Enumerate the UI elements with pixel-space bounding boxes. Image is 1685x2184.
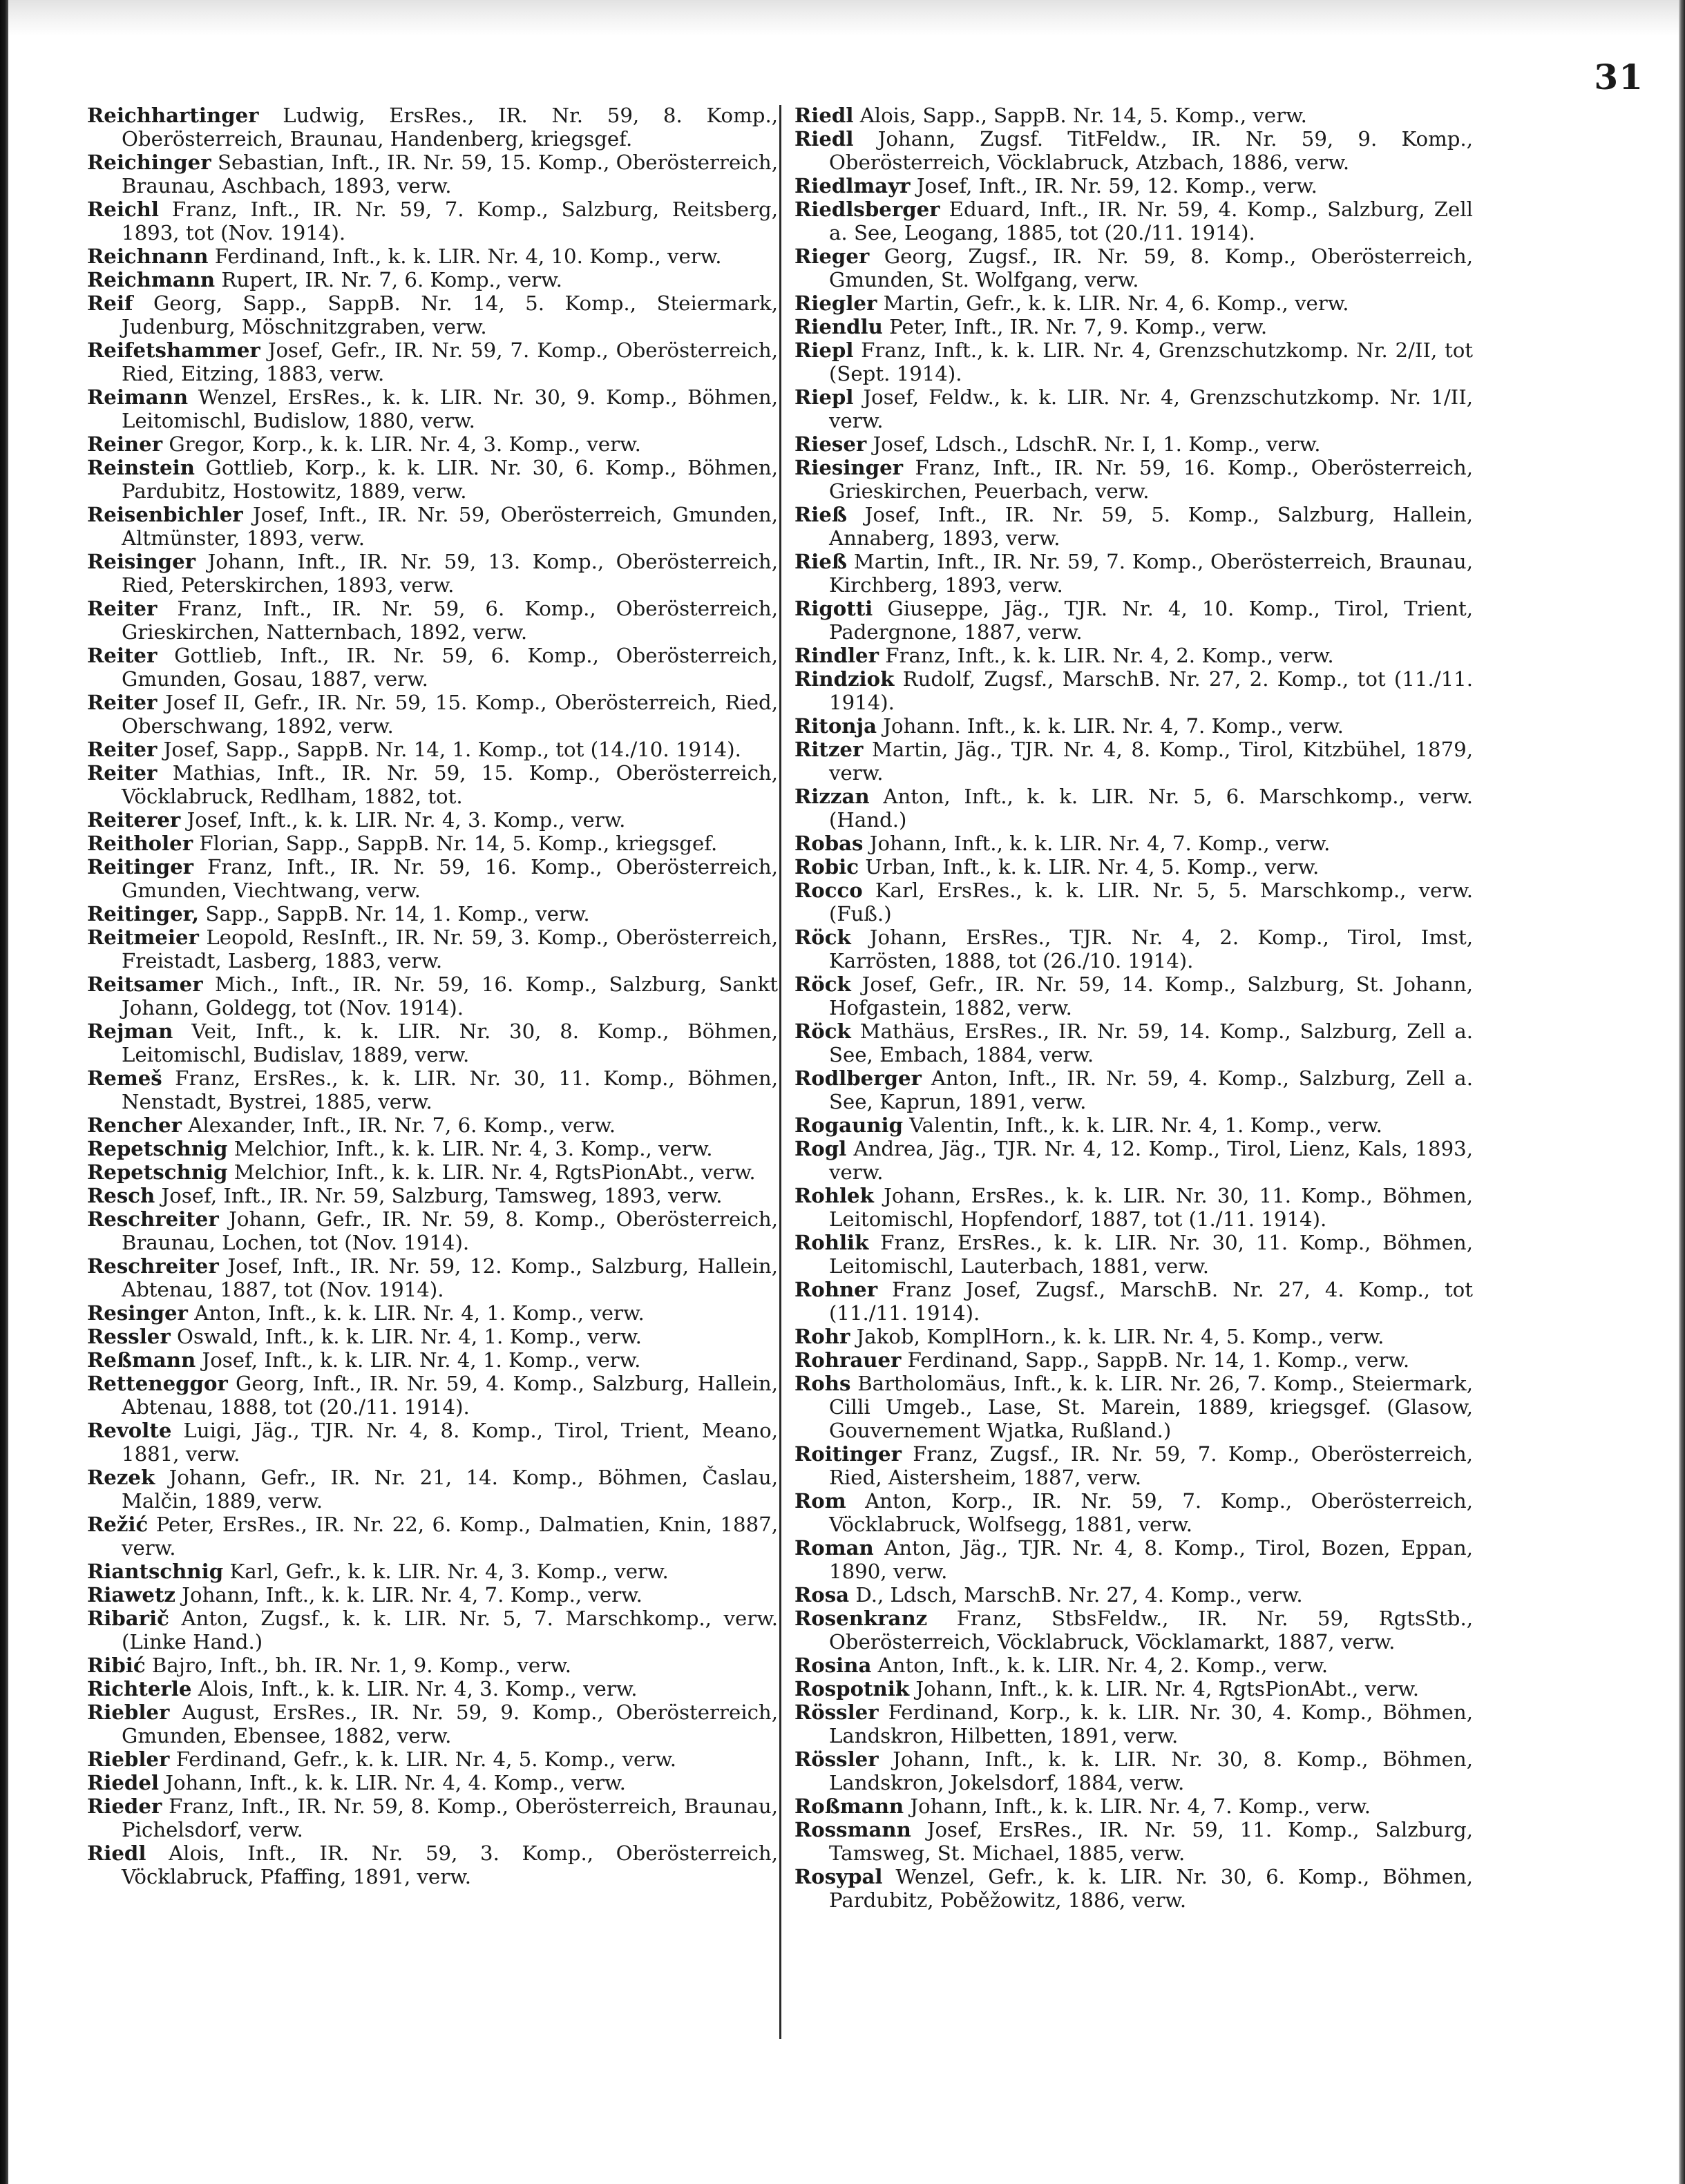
entry-surname: Reichinger [87, 151, 211, 174]
entry-surname: Rezek [87, 1466, 155, 1489]
entry-surname: Rohner [794, 1278, 878, 1301]
entry-surname: Röck [794, 926, 851, 949]
entry-surname: Robic [794, 855, 859, 879]
entry-details: Josef, Inft., k. k. LIR. Nr. 4, 1. Komp., verw. [196, 1348, 641, 1372]
entry-surname: Riebler [87, 1701, 170, 1724]
entry-details: Johann, Inft., k. k. LIR. Nr. 4, 7. Komp., verw. [904, 1794, 1371, 1818]
register-entry [794, 1677, 1473, 1701]
entry-details: Alois, Sapp., SappB. Nr. 14, 5. Komp., verw. [853, 104, 1307, 127]
register-entry [87, 1137, 778, 1160]
register-entry [87, 1325, 778, 1348]
register-entry [87, 456, 778, 503]
entry-details: Rudolf, Zugsf., MarschB. Nr. 27, 2. Komp., tot (11./11. 1914). [829, 667, 1473, 714]
entry-details: Anton, Inft., k. k. LIR. Nr. 5, 6. Marschkomp., verw. (Hand.) [829, 785, 1473, 832]
entry-details: Georg, Sapp., SappB. Nr. 14, 5. Komp., Steiermark, Judenburg, Möschnitzgraben, verw. [122, 291, 778, 338]
entry-surname: Reitinger [87, 855, 194, 879]
register-entry [87, 432, 778, 456]
entry-surname: Richterle [87, 1677, 192, 1701]
column-divider [779, 105, 781, 2039]
entry-surname: Reschreiter [87, 1254, 219, 1278]
entry-details: Anton, Korp., IR. Nr. 59, 7. Komp., Oberösterreich, Vöcklabruck, Wolfsegg, 1881, verw. [829, 1489, 1473, 1536]
register-entry [87, 1301, 778, 1325]
entry-details: Franz, StbsFeldw., IR. Nr. 59, RgtsStb., Oberösterreich, Vöcklabruck, Vöcklamarkt, 1887, verw. [829, 1607, 1473, 1654]
entry-details: Josef II, Gefr., IR. Nr. 59, 15. Komp., Oberösterreich, Ried, Oberschwang, 1892, verw. [122, 691, 778, 738]
entry-surname: Reisenbichler [87, 503, 243, 526]
entry-surname: Riedl [794, 104, 854, 127]
entry-details: Franz, Inft., IR. Nr. 59, 16. Komp., Oberösterreich, Gmunden, Viechtwang, verw. [122, 855, 778, 902]
entry-details: Martin, Gefr., k. k. LIR. Nr. 4, 6. Komp., verw. [877, 291, 1349, 315]
register-entry [794, 1184, 1473, 1231]
entry-surname: Riepl [794, 385, 854, 409]
entry-surname: Rossmann [794, 1818, 911, 1841]
entry-details: Anton, Zugsf., k. k. LIR. Nr. 5, 7. Marschkomp., verw. (Linke Hand.) [122, 1607, 778, 1654]
entry-surname: Ressler [87, 1325, 171, 1348]
entry-surname: Riedlsberger [794, 198, 940, 221]
entry-surname: Roman [794, 1536, 874, 1560]
entry-surname: Reiter [87, 761, 158, 785]
register-entry [794, 1583, 1473, 1607]
entry-details: Ferdinand, Korp., k. k. LIR. Nr. 30, 4. Komp., Böhmen, Landskron, Hilbetten, 1891, verw. [829, 1701, 1473, 1747]
register-entry [87, 385, 778, 432]
right-column [794, 104, 1473, 1912]
entry-details: Josef, Sapp., SappB. Nr. 14, 1. Komp., tot (14./10. 1914). [157, 738, 741, 761]
entry-details: Ludwig, ErsRes., IR. Nr. 59, 8. Komp., Oberösterreich, Braunau, Handenberg, kriegsgef. [122, 104, 778, 151]
entry-surname: Riegler [794, 291, 877, 315]
register-entry [794, 550, 1473, 597]
register-entry [794, 1066, 1473, 1113]
register-entry [794, 879, 1473, 926]
register-entry [794, 738, 1473, 785]
entry-details: Gregor, Korp., k. k. LIR. Nr. 4, 3. Komp., verw. [162, 432, 641, 456]
entry-details: Johann, Inft., k. k. LIR. Nr. 4, 7. Komp., verw. [863, 832, 1331, 855]
register-entry [87, 1841, 778, 1888]
entry-surname: Ribić [87, 1654, 146, 1677]
entry-details: Mathias, Inft., IR. Nr. 59, 15. Komp., Oberösterreich, Vöcklabruck, Redlham, 1882, tot. [122, 761, 778, 808]
register-entry [794, 1348, 1473, 1372]
entry-details: Andrea, Jäg., TJR. Nr. 4, 12. Komp., Tirol, Lienz, Kals, 1893, verw. [829, 1137, 1473, 1184]
register-entry [794, 1865, 1473, 1912]
entry-details: Gottlieb, Inft., IR. Nr. 59, 6. Komp., Oberösterreich, Gmunden, Gosau, 1887, verw. [122, 644, 778, 691]
register-entry [87, 691, 778, 738]
register-entry [794, 104, 1473, 127]
entry-details: Johann, Inft., k. k. LIR. Nr. 4, RgtsPionAbt., verw. [909, 1677, 1420, 1701]
entry-surname: Repetschnig [87, 1137, 228, 1160]
register-entry [87, 761, 778, 808]
register-entry [87, 1607, 778, 1654]
entry-details: Ferdinand, Sapp., SappB. Nr. 14, 1. Komp., verw. [901, 1348, 1410, 1372]
register-entry [794, 832, 1473, 855]
entry-surname: Rieder [87, 1794, 162, 1818]
register-entry [87, 151, 778, 198]
register-entry [87, 1207, 778, 1254]
register-entry [87, 738, 778, 761]
scan-left-border [0, 0, 8, 2184]
entry-details: Josef, Inft., IR. Nr. 59, 12. Komp., verw. [910, 174, 1317, 198]
entry-details: Johann, Gefr., IR. Nr. 59, 8. Komp., Oberösterreich, Braunau, Lochen, tot (Nov. 1914). [122, 1207, 778, 1254]
entry-surname: Riedlmayr [794, 174, 911, 198]
entry-details: Johann. Inft., k. k. LIR. Nr. 4, 7. Komp., verw. [877, 714, 1344, 738]
register-entry [794, 127, 1473, 174]
entry-details: Franz, ErsRes., k. k. LIR. Nr. 30, 11. Komp., Böhmen, Leitomischl, Lauterbach, 1881, verw. [829, 1231, 1473, 1278]
entry-surname: Rodlberger [794, 1066, 922, 1090]
entry-details: Anton, Inft., IR. Nr. 59, 4. Komp., Salzburg, Zell a. See, Kaprun, 1891, verw. [829, 1066, 1473, 1113]
entry-surname: Röck [794, 1019, 851, 1043]
register-entry [87, 338, 778, 385]
entry-surname: Rindler [794, 644, 879, 667]
entry-surname: Riedl [87, 1841, 146, 1865]
register-entry [87, 1794, 778, 1841]
entry-surname: Reiner [87, 432, 163, 456]
entry-details: Melchior, Inft., k. k. LIR. Nr. 4, 3. Komp., verw. [227, 1137, 713, 1160]
entry-surname: Rohlek [794, 1184, 874, 1207]
entry-surname: Röck [794, 973, 851, 996]
entry-surname: Riesinger [794, 456, 904, 479]
entry-details: Valentin, Inft., k. k. LIR. Nr. 4, 1. Komp., verw. [902, 1113, 1382, 1137]
entry-details: Franz, Inft., IR. Nr. 59, 16. Komp., Oberösterreich, Grieskirchen, Peuerbach, verw. [829, 456, 1473, 503]
entry-details: Franz, Zugsf., IR. Nr. 59, 7. Komp., Oberösterreich, Ried, Aistersheim, 1887, verw. [829, 1442, 1473, 1489]
entry-surname: Reitinger, [87, 902, 200, 926]
entry-details: Johann, Inft., k. k. LIR. Nr. 30, 8. Komp., Böhmen, Landskron, Jokelsdorf, 1884, verw. [829, 1747, 1473, 1794]
entry-details: Ferdinand, Inft., k. k. LIR. Nr. 4, 10. Komp., verw. [208, 245, 722, 268]
entry-surname: Reichmann [87, 268, 216, 291]
register-entry [87, 926, 778, 973]
register-entry [87, 1677, 778, 1701]
entry-surname: Rigotti [794, 597, 873, 620]
register-entry [87, 1701, 778, 1747]
entry-surname: Repetschnig [87, 1160, 228, 1184]
entry-details: Josef, Gefr., IR. Nr. 59, 14. Komp., Salzburg, St. Johann, Hofgastein, 1882, verw. [829, 973, 1473, 1019]
entry-details: Johann, Inft., IR. Nr. 59, 13. Komp., Oberösterreich, Ried, Peterskirchen, 1893, verw. [122, 550, 778, 597]
entry-details: Franz, Inft., IR. Nr. 59, 8. Komp., Oberösterreich, Braunau, Pichelsdorf, verw. [122, 1794, 778, 1841]
register-entry [794, 785, 1473, 832]
register-entry [87, 973, 778, 1019]
register-entry [794, 1113, 1473, 1137]
entry-surname: Rohr [794, 1325, 850, 1348]
entry-surname: Reßmann [87, 1348, 196, 1372]
entry-details: Jakob, KomplHorn., k. k. LIR. Nr. 4, 5. Komp., verw. [850, 1325, 1384, 1348]
entry-surname: Riendlu [794, 315, 883, 338]
entry-details: Anton, Jäg., TJR. Nr. 4, 8. Komp., Tirol, Bozen, Eppan, 1890, verw. [829, 1536, 1473, 1583]
entry-details: Mathäus, ErsRes., IR. Nr. 59, 14. Komp., Salzburg, Zell a. See, Embach, 1884, verw. [829, 1019, 1473, 1066]
entry-surname: Rosina [794, 1654, 872, 1677]
entry-surname: Rössler [794, 1701, 879, 1724]
register-entry [87, 902, 778, 926]
entry-details: Peter, Inft., IR. Nr. 7, 9. Komp., verw. [882, 315, 1268, 338]
register-entry [794, 1019, 1473, 1066]
register-entry [794, 1701, 1473, 1747]
entry-details: Josef, Inft., IR. Nr. 59, 5. Komp., Salzburg, Hallein, Annaberg, 1893, verw. [829, 503, 1473, 550]
register-entry [794, 667, 1473, 714]
entry-surname: Rieß [794, 503, 848, 526]
register-entry [794, 1231, 1473, 1278]
register-entry [87, 198, 778, 245]
entry-details: Giuseppe, Jäg., TJR. Nr. 4, 10. Komp., Tirol, Trient, Padergnone, 1887, verw. [829, 597, 1473, 644]
register-entry [87, 1583, 778, 1607]
entry-surname: Riedl [794, 127, 854, 151]
register-entry [87, 1419, 778, 1466]
entry-surname: Remeš [87, 1066, 162, 1090]
entry-details: Bartholomäus, Inft., k. k. LIR. Nr. 26, 7. Komp., Steiermark, Cilli Umgeb., Lase, St. Marein, 1889, kriegsgef. (Glasow, Gouvernement Wjatka, Rußland.) [829, 1372, 1473, 1442]
entry-details: Rupert, IR. Nr. 7, 6. Komp., verw. [215, 268, 562, 291]
entry-details: Gottlieb, Korp., k. k. LIR. Nr. 30, 6. Komp., Böhmen, Pardubitz, Hostowitz, 1889, verw. [122, 456, 778, 503]
entry-details: Alexander, Inft., IR. Nr. 7, 6. Komp., verw. [182, 1113, 616, 1137]
entry-surname: Rejman [87, 1019, 173, 1043]
scan-right-border [1679, 0, 1685, 2184]
register-entry [794, 1489, 1473, 1536]
entry-details: Josef, ErsRes., IR. Nr. 59, 11. Komp., Salzburg, Tamsweg, St. Michael, 1885, verw. [829, 1818, 1473, 1865]
entry-surname: Reichhartinger [87, 104, 259, 127]
entry-surname: Retteneggor [87, 1372, 228, 1395]
register-entry [794, 1607, 1473, 1654]
entry-details: Josef, Inft., k. k. LIR. Nr. 4, 3. Komp., verw. [180, 808, 626, 832]
register-entry [794, 973, 1473, 1019]
entry-surname: Rosypal [794, 1865, 883, 1888]
entry-surname: Reiter [87, 644, 158, 667]
entry-surname: Roßmann [794, 1794, 904, 1818]
entry-details: Anton, Inft., k. k. LIR. Nr. 4, 2. Komp., verw. [871, 1654, 1329, 1677]
entry-surname: Rindziok [794, 667, 895, 691]
register-entry [87, 1560, 778, 1583]
register-entry [794, 1747, 1473, 1794]
register-entry [87, 550, 778, 597]
entry-details: Johann, Zugsf. TitFeldw., IR. Nr. 59, 9. Komp., Oberösterreich, Vöcklabruck, Atzbach, 1886, verw. [829, 127, 1473, 174]
entry-surname: Rencher [87, 1113, 182, 1137]
entry-surname: Reitholer [87, 832, 193, 855]
register-entry [87, 855, 778, 902]
entry-details: Anton, Inft., k. k. LIR. Nr. 4, 1. Komp., verw. [187, 1301, 645, 1325]
register-entry [87, 1254, 778, 1301]
register-entry [87, 644, 778, 691]
entry-surname: Reitsamer [87, 973, 203, 996]
register-entry [794, 1372, 1473, 1442]
entry-details: Martin, Inft., IR. Nr. 59, 7. Komp., Oberösterreich, Braunau, Kirchberg, 1893, verw. [829, 550, 1473, 597]
entry-details: Wenzel, Gefr., k. k. LIR. Nr. 30, 6. Komp., Böhmen, Pardubitz, Poběžowitz, 1886, verw. [829, 1865, 1473, 1912]
entry-details: Veit, Inft., k. k. LIR. Nr. 30, 8. Komp., Böhmen, Leitomischl, Budislav, 1889, verw. [122, 1019, 778, 1066]
register-entry [794, 198, 1473, 245]
register-entry [794, 1278, 1473, 1325]
register-entry [87, 832, 778, 855]
entry-details: Franz, Inft., k. k. LIR. Nr. 4, Grenzschutzkomp. Nr. 2/II, tot (Sept. 1914). [829, 338, 1473, 385]
register-entry [87, 1466, 778, 1513]
entry-surname: Reisinger [87, 550, 196, 573]
register-entry [87, 104, 778, 151]
entry-details: Sapp., SappB. Nr. 14, 1. Komp., verw. [199, 902, 590, 926]
register-entry [794, 315, 1473, 338]
entry-surname: Rössler [794, 1747, 879, 1771]
entry-surname: Rosa [794, 1583, 850, 1607]
entry-surname: Reimann [87, 385, 189, 409]
entry-details: Josef, Ldsch., LdschR. Nr. I, 1. Komp., verw. [866, 432, 1321, 456]
entry-details: Urban, Inft., k. k. LIR. Nr. 4, 5. Komp., verw. [859, 855, 1320, 879]
register-entry [794, 291, 1473, 315]
entry-surname: Reschreiter [87, 1207, 219, 1231]
entry-details: Ferdinand, Gefr., k. k. LIR. Nr. 4, 5. Komp., verw. [169, 1747, 677, 1771]
entry-details: Josef, Inft., IR. Nr. 59, Salzburg, Tamsweg, 1893, verw. [155, 1184, 723, 1207]
register-entry [794, 1137, 1473, 1184]
entry-surname: Reiter [87, 691, 158, 714]
register-entry [87, 503, 778, 550]
register-entry [794, 1325, 1473, 1348]
entry-surname: Reitmeier [87, 926, 199, 949]
register-entry [87, 1513, 778, 1560]
page-number: 31 [1594, 57, 1644, 97]
register-entry [794, 926, 1473, 973]
entry-details: Oswald, Inft., k. k. LIR. Nr. 4, 1. Komp., verw. [170, 1325, 642, 1348]
register-entry [87, 1019, 778, 1066]
entry-details: D., Ldsch, MarschB. Nr. 27, 4. Komp., verw. [849, 1583, 1303, 1607]
register-entry [87, 1348, 778, 1372]
entry-surname: Ritzer [794, 738, 864, 761]
entry-surname: Reichl [87, 198, 159, 221]
entry-surname: Riedel [87, 1771, 159, 1794]
entry-surname: Reiterer [87, 808, 181, 832]
entry-surname: Rieger [794, 245, 870, 268]
entry-surname: Rocco [794, 879, 863, 902]
entry-surname: Reif [87, 291, 133, 315]
register-entry [794, 432, 1473, 456]
entry-details: Florian, Sapp., SappB. Nr. 14, 5. Komp., kriegsgef. [193, 832, 718, 855]
register-entry [794, 1536, 1473, 1583]
entry-details: Melchior, Inft., k. k. LIR. Nr. 4, RgtsPionAbt., verw. [227, 1160, 756, 1184]
entry-details: Sebastian, Inft., IR. Nr. 59, 15. Komp., Oberösterreich, Braunau, Aschbach, 1893, verw. [122, 151, 778, 198]
scan-top-shadow [0, 0, 1685, 36]
entry-surname: Rieser [794, 432, 867, 456]
register-entry [87, 1066, 778, 1113]
register-entry [794, 245, 1473, 291]
entry-details: Franz, Inft., IR. Nr. 59, 6. Komp., Oberösterreich, Grieskirchen, Natternbach, 1892, verw. [122, 597, 778, 644]
entry-details: Johann, ErsRes., k. k. LIR. Nr. 30, 11. Komp., Böhmen, Leitomischl, Hopfendorf, 1887, tot (1./11. 1914). [829, 1184, 1473, 1231]
register-entry [794, 714, 1473, 738]
entry-details: Josef, Inft., IR. Nr. 59, 12. Komp., Salzburg, Hallein, Abtenau, 1887, tot (Nov. 1914). [122, 1254, 778, 1301]
register-entry [794, 1794, 1473, 1818]
register-entry [794, 1442, 1473, 1489]
entry-details: Franz, Inft., IR. Nr. 59, 7. Komp., Salzburg, Reitsberg, 1893, tot (Nov. 1914). [122, 198, 778, 245]
entry-surname: Rogaunig [794, 1113, 903, 1137]
register-entry [794, 385, 1473, 432]
entry-details: Josef, Gefr., IR. Nr. 59, 7. Komp., Oberösterreich, Ried, Eitzing, 1883, verw. [122, 338, 778, 385]
register-entry [87, 1747, 778, 1771]
register-entry [794, 456, 1473, 503]
entry-surname: Rosenkranz [794, 1607, 928, 1630]
register-entry [794, 503, 1473, 550]
entry-details: Georg, Inft., IR. Nr. 59, 4. Komp., Salzburg, Hallein, Abtenau, 1888, tot (20./11. 1914). [122, 1372, 778, 1419]
entry-details: Georg, Zugsf., IR. Nr. 59, 8. Komp., Oberösterreich, Gmunden, St. Wolfgang, verw. [829, 245, 1473, 291]
entry-surname: Ribarič [87, 1607, 169, 1630]
entry-surname: Ritonja [794, 714, 877, 738]
register-entry [87, 268, 778, 291]
entry-surname: Rogl [794, 1137, 847, 1160]
entry-surname: Reiter [87, 738, 158, 761]
left-column [87, 104, 778, 1888]
entry-surname: Rohlik [794, 1231, 869, 1254]
register-entry [87, 291, 778, 338]
entry-details: Alois, Inft., k. k. LIR. Nr. 4, 3. Komp., verw. [191, 1677, 638, 1701]
register-entry [87, 808, 778, 832]
entry-details: Karl, ErsRes., k. k. LIR. Nr. 5, 5. Marschkomp., verw. (Fuß.) [829, 879, 1473, 926]
entry-details: Peter, ErsRes., IR. Nr. 22, 6. Komp., Dalmatien, Knin, 1887, verw. [122, 1513, 778, 1560]
entry-surname: Resch [87, 1184, 155, 1207]
entry-surname: Revolte [87, 1419, 172, 1442]
entry-details: Wenzel, ErsRes., k. k. LIR. Nr. 30, 9. Komp., Böhmen, Leitomischl, Budislow, 1880, verw. [122, 385, 778, 432]
entry-surname: Rieß [794, 550, 848, 573]
entry-details: Josef, Inft., IR. Nr. 59, Oberösterreich, Gmunden, Altmünster, 1893, verw. [122, 503, 778, 550]
entry-surname: Rohrauer [794, 1348, 902, 1372]
entry-details: Franz, ErsRes., k. k. LIR. Nr. 30, 11. Komp., Böhmen, Nenstadt, Bystrei, 1885, verw. [122, 1066, 778, 1113]
register-entry [794, 644, 1473, 667]
entry-surname: Roitinger [794, 1442, 902, 1466]
entry-details: Franz Josef, Zugsf., MarschB. Nr. 27, 4. Komp., tot (11./11. 1914). [829, 1278, 1473, 1325]
entry-surname: Reichnann [87, 245, 209, 268]
entry-surname: Rom [794, 1489, 846, 1513]
entry-details: Luigi, Jäg., TJR. Nr. 4, 8. Komp., Tirol, Trient, Meano, 1881, verw. [122, 1419, 778, 1466]
entry-surname: Režić [87, 1513, 149, 1536]
entry-details: Martin, Jäg., TJR. Nr. 4, 8. Komp., Tirol, Kitzbühel, 1879, verw. [829, 738, 1473, 785]
entry-details: Leopold, ResInft., IR. Nr. 59, 3. Komp., Oberösterreich, Freistadt, Lasberg, 1883, verw. [122, 926, 778, 973]
register-entry [87, 245, 778, 268]
entry-surname: Robas [794, 832, 864, 855]
entry-surname: Riepl [794, 338, 854, 362]
entry-details: Franz, Inft., k. k. LIR. Nr. 4, 2. Komp., verw. [879, 644, 1334, 667]
entry-surname: Reinstein [87, 456, 195, 479]
entry-details: Johann, Inft., k. k. LIR. Nr. 4, 7. Komp., verw. [175, 1583, 642, 1607]
register-entry [794, 1654, 1473, 1677]
entry-details: Karl, Gefr., k. k. LIR. Nr. 4, 3. Komp., verw. [223, 1560, 669, 1583]
entry-surname: Riantschnig [87, 1560, 224, 1583]
entry-details: Alois, Inft., IR. Nr. 59, 3. Komp., Oberösterreich, Vöcklabruck, Pfaffing, 1891, verw. [122, 1841, 778, 1888]
entry-details: Johann, Inft., k. k. LIR. Nr. 4, 4. Komp., verw. [158, 1771, 626, 1794]
entry-details: Mich., Inft., IR. Nr. 59, 16. Komp., Salzburg, Sankt Johann, Goldegg, tot (Nov. 1914). [122, 973, 778, 1019]
entry-details: August, ErsRes., IR. Nr. 59, 9. Komp., Oberösterreich, Gmunden, Ebensee, 1882, verw. [122, 1701, 778, 1747]
entry-surname: Rizzan [794, 785, 870, 808]
entry-surname: Reifetshammer [87, 338, 260, 362]
register-entry [87, 1184, 778, 1207]
register-entry [87, 1654, 778, 1677]
entry-details: Johann, Gefr., IR. Nr. 21, 14. Komp., Böhmen, Časlau, Malčin, 1889, verw. [122, 1466, 778, 1513]
entry-surname: Rohs [794, 1372, 851, 1395]
register-entry [794, 855, 1473, 879]
entry-surname: Riebler [87, 1747, 170, 1771]
register-entry [87, 1160, 778, 1184]
register-entry [794, 174, 1473, 198]
register-entry [794, 338, 1473, 385]
entry-details: Eduard, Inft., IR. Nr. 59, 4. Komp., Salzburg, Zell a. See, Leogang, 1885, tot (20./11. 1914). [829, 198, 1473, 245]
register-entry [87, 1372, 778, 1419]
register-entry [794, 1818, 1473, 1865]
entry-details: Josef, Feldw., k. k. LIR. Nr. 4, Grenzschutzkomp. Nr. 1/II, verw. [829, 385, 1473, 432]
register-entry [87, 1113, 778, 1137]
entry-surname: Rospotnik [794, 1677, 910, 1701]
register-entry [87, 597, 778, 644]
entry-surname: Riawetz [87, 1583, 176, 1607]
entry-surname: Reiter [87, 597, 158, 620]
register-entry [87, 1771, 778, 1794]
entry-details: Johann, ErsRes., TJR. Nr. 4, 2. Komp., Tirol, Imst, Karrösten, 1888, tot (26./10. 1914). [829, 926, 1473, 973]
entry-surname: Resinger [87, 1301, 188, 1325]
entry-details: Bajro, Inft., bh. IR. Nr. 1, 9. Komp., verw. [145, 1654, 572, 1677]
register-entry [794, 597, 1473, 644]
